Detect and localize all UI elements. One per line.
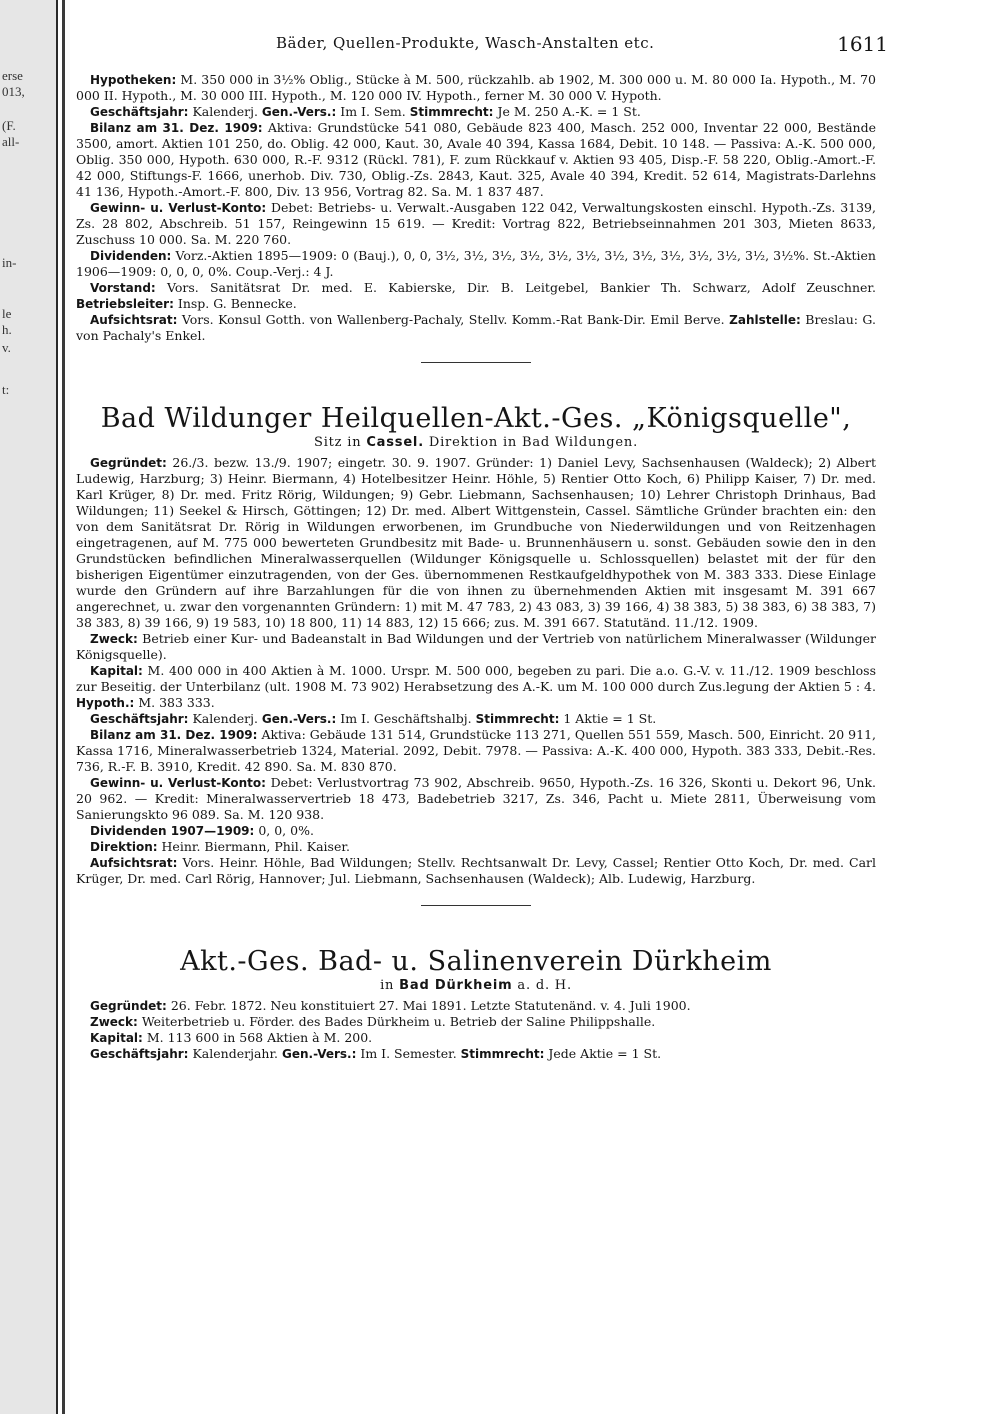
running-title: Bäder, Quellen-Produkte, Wasch-Anstalten etc. bbox=[276, 34, 655, 52]
entry-zweck: Zweck: Weiterbetrieb u. Förder. des Bades Dürkheim u. Betrieb der Saline Philippshalle. bbox=[90, 1014, 656, 1029]
margin-fragment: t: bbox=[2, 382, 10, 397]
binding-rule bbox=[62, 0, 65, 1414]
company-seat: in Bad Dürkheim a. d. H. bbox=[380, 978, 572, 993]
entry-bilanz: Bilanz am 31. Dez. 1909: Aktiva: Gebäude 131 514, Grundstücke 113 271, Quellen 551 559, Masch. 500, Einricht. 20 911, Kassa 1716, Mineralwasserbetrieb 1324, Material. 2092, Debit. 7978. — Passiva: A.-K. 400 000, Hypoth. 383 333, Debit.-Res. 736, R.-F. B. 3910, Kredit. 42 890. Sa. M. 830 870. bbox=[76, 727, 876, 774]
company-title: Bad Wildunger Heilquellen-Akt.-Ges. „Königsquelle", bbox=[100, 403, 852, 434]
page-body bbox=[76, 72, 876, 1062]
margin-fragment: h. bbox=[2, 322, 12, 337]
page bbox=[76, 0, 888, 1414]
margin-fragment: v. bbox=[2, 340, 11, 355]
margin-fragment: in- bbox=[2, 255, 17, 270]
margin-fragment: le bbox=[2, 306, 12, 321]
section-duerkheim bbox=[76, 946, 876, 1062]
entry-vorstand: Vorstand: Vors. Sanitätsrat Dr. med. E. Kabierske, Dir. B. Leitgebel, Bankier Th. Schwarz, Adolf Zeuschner. Betriebsleiter: Insp. G. Bennecke. bbox=[76, 280, 876, 311]
margin-fragment: 013, bbox=[2, 84, 25, 99]
entry-geschaeftsjahr: Geschäftsjahr: Kalenderjahr. Gen.-Vers.: Im I. Semester. Stimmrecht: Jede Aktie = 1 St. bbox=[90, 1046, 662, 1061]
entry-gegruendet: Gegründet: 26. Febr. 1872. Neu konstituiert 27. Mai 1891. Letzte Statutenänd. v. 4. Juli 1900. bbox=[90, 998, 691, 1013]
entry-gewinn-verlust: Gewinn- u. Verlust-Konto: Debet: Verlustvortrag 73 902, Abschreib. 9650, Hypoth.-Zs. 16 326, Skonti u. Dekort 96, Unk. 20 962. — Kredit: Mineralwasservertrieb 18 473, Badebetrieb 3217, Zs. 346, Pacht u. Miete 2811, Überweisung vom Sanierungskto 96 089. Sa. M. 120 938. bbox=[76, 775, 876, 822]
page-header bbox=[76, 30, 888, 60]
company-title: Akt.-Ges. Bad- u. Salinenverein Dürkheim bbox=[180, 946, 772, 977]
section-wildungen bbox=[76, 403, 876, 887]
entry-kapital: Kapital: M. 113 600 in 568 Aktien à M. 200. bbox=[90, 1030, 373, 1045]
section-breslau-bath bbox=[76, 72, 876, 344]
binding-margin bbox=[0, 0, 58, 1414]
entry-hypotheken: Hypotheken: M. 350 000 in 3½% Oblig., Stücke à M. 500, rückzahlb. ab 1902, M. 300 000 u. M. 80 000 Ia. Hypoth., M. 70 000 II. Hypoth., M. 30 000 III. Hypoth., M. 120 000 IV. Hypoth., ferner M. 30 000 V. Hypoth. bbox=[76, 72, 876, 103]
company-seat: Sitz in Cassel. Direktion in Bad Wildungen. bbox=[313, 435, 639, 450]
margin-fragment: all- bbox=[2, 134, 20, 149]
section-divider bbox=[421, 362, 531, 363]
margin-fragment: (F. bbox=[2, 118, 16, 133]
entry-direktion: Direktion: Heinr. Biermann, Phil. Kaiser. bbox=[90, 839, 350, 854]
section-divider bbox=[421, 905, 531, 906]
entry-bilanz: Bilanz am 31. Dez. 1909: Aktiva: Grundstücke 541 080, Gebäude 823 400, Masch. 252 000, Inventar 22 000, Bestände 3500, amort. Aktien 101 250, do. Oblig. 42 000, Kaut. 30, Avale 40 394, Kassa 1684, Debit. 10 148. — Passiva: A.-K. 500 000, Oblig. 350 000, Hypoth. 630 000, R.-F. 9312 (Rückl. 781), F. zum Rückkauf v. Aktien 93 405, Disp.-F. 58 220, Oblig.-Amort.-F. 42 000, Stiftungs-F. 1666, unerhob. Div. 730, Oblig.-Zs. 2843, Kaut. 325, Avale 40 394, Kredit. 52 614, Magistrats-Darlehns 41 136, Hypoth.-Amort.-F. 800, Div. 13 956, Vortrag 82. Sa. M. 1 837 487. bbox=[76, 120, 876, 199]
entry-aufsichtsrat: Aufsichtsrat: Vors. Konsul Gotth. von Wallenberg-Pachaly, Stellv. Komm.-Rat Bank-Dir. Emil Berve. Zahlstelle: Breslau: G. von Pachaly's Enkel. bbox=[76, 312, 876, 343]
entry-aufsichtsrat: Aufsichtsrat: Vors. Heinr. Höhle, Bad Wildungen; Stellv. Rechtsanwalt Dr. Levy, Cassel; Rentier Otto Koch, Dr. med. Carl Krüger, Dr. med. Carl Rörig, Hannover; Jul. Liebmann, Sachsenhausen (Waldeck); Alb. Ludewig, Harzburg. bbox=[76, 855, 876, 886]
page-number: 1611 bbox=[837, 32, 888, 56]
entry-kapital: Kapital: M. 400 000 in 400 Aktien à M. 1000. Urspr. M. 500 000, begeben zu pari. Die a.o. G.-V. v. 11./12. 1909 beschloss zur Beseitig. der Unterbilanz (ult. 1908 M. 73 902) Herabsetzung des A.-K. um M. 100 000 durch Zus.legung der Aktien 5 : 4. Hypoth.: M. 383 333. bbox=[76, 663, 876, 710]
entry-geschaeftsjahr: Geschäftsjahr: Kalenderj. Gen.-Vers.: Im I. Geschäftshalbj. Stimmrecht: 1 Aktie = 1 St. bbox=[90, 711, 657, 726]
margin-fragment: erse bbox=[2, 68, 23, 83]
entry-zweck: Zweck: Betrieb einer Kur- und Badeanstalt in Bad Wildungen und der Vertrieb von natürlichem Mineralwasser (Wildunger Königsquelle). bbox=[76, 631, 876, 662]
entry-geschaeftsjahr: Geschäftsjahr: Kalenderj. Gen.-Vers.: Im I. Sem. Stimmrecht: Je M. 250 A.-K. = 1 St. bbox=[90, 104, 641, 119]
entry-dividenden: Dividenden 1907—1909: 0, 0, 0%. bbox=[90, 823, 314, 838]
entry-dividenden: Dividenden: Vorz.-Aktien 1895—1909: 0 (Bauj.), 0, 0, 3½, 3½, 3½, 3½, 3½, 3½, 3½, 3½, 3½, 3½, 3½, 3½, 3½%. St.-Aktien 1906—1909: 0, 0, 0, 0%. Coup.-Verj.: 4 J. bbox=[76, 248, 876, 279]
entry-gewinn-verlust: Gewinn- u. Verlust-Konto: Debet: Betriebs- u. Verwalt.-Ausgaben 122 042, Verwaltungskosten einschl. Hypoth.-Zs. 3139, Zs. 28 802, Abschreib. 51 157, Reingewinn 15 619. — Kredit: Vortrag 822, Betriebseinnahmen 201 303, Mieten 8633, Zuschuss 10 000. Sa. M. 220 760. bbox=[76, 200, 876, 247]
entry-gegruendet: Gegründet: 26./3. bezw. 13./9. 1907; eingetr. 30. 9. 1907. Gründer: 1) Daniel Levy, Sachsenhausen (Waldeck); 2) Albert Ludewig, Harzburg; 3) Heinr. Biermann, 4) Hotelbesitzer Heinr. Höhle, 5) Rentier Otto Koch, 6) Philipp Kaiser, 7) Dr. med. Karl Krüger, 8) Dr. med. Fritz Rörig, Wildungen; 9) Gebr. Liebmann, Sachsenhausen; 10) Lehrer Christoph Drinhaus, Bad Wildungen; 11) Seekel & Hirsch, Göttingen; 12) Dr. med. Albert Wittgenstein, Cassel. Sämtliche Gründer brachten ein: den von dem Sanitätsrat Dr. Rörig in Wildungen erworbenen, im Grundbuche von Niederwildungen und von Reitzenhagen eingetragenen, auf M. 775 000 bewerteten Grundbesitz mit Bade- u. Brunnenhäusern u. sonst. Gebäuden sowie den in den Grundstücken befindlichen Mineralwasserquellen (Wildunger Königsquelle u. Schlossquellen) belastet mit der für den bisherigen Eigentümer einzutragenden, von der Ges. übernommenen Restkaufgeldhypothek von M. 383 333. Diese Einlage wurde den Gründern auf ihre Barzahlungen für die von ihnen zu übernehmenden Aktien mit insgesamt M. 391 667 angerechnet, u. zwar den vorgenannten Gründern: 1) mit M. 47 783, 2) 43 083, 3) 39 166, 4) 38 383, 5) 38 383, 6) 38 383, 7) 38 383, 8) 39 166, 9) 19 583, 10) 18 800, 11) 14 883, 12) 15 666; zus. M. 391 667. Statutänd. 11./12. 1909. bbox=[76, 455, 876, 630]
